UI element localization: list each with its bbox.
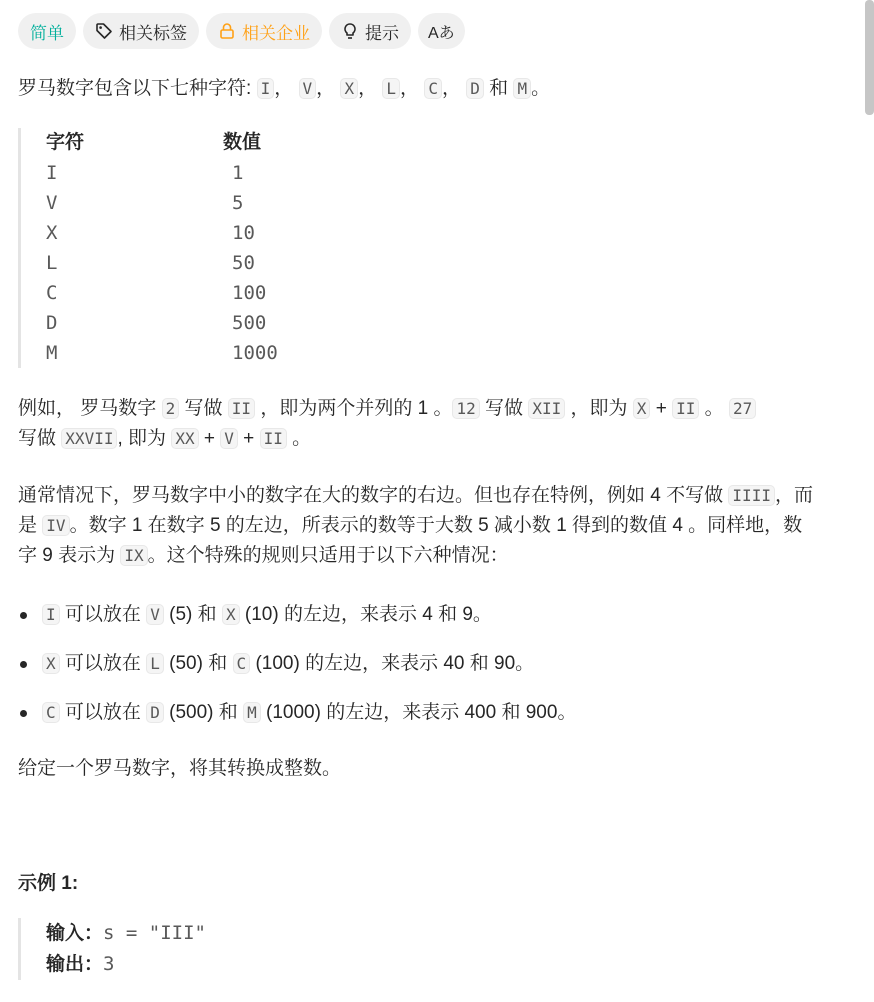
header-symbol: 字符 xyxy=(46,132,85,153)
example-block xyxy=(18,918,206,980)
hint-button[interactable] xyxy=(329,13,411,49)
list-item: I 可以放在 V (5) 和 X (10) 的左边，来表示 4 和 9。 xyxy=(18,600,492,630)
output-label: 输出： xyxy=(46,954,104,975)
code-symbol: V xyxy=(299,78,317,99)
code-symbol: X xyxy=(340,78,358,99)
table-row: L 50 xyxy=(46,252,255,274)
list-item: X 可以放在 L (50) 和 C (100) 的左边，来表示 40 和 90。 xyxy=(18,649,534,679)
table-header xyxy=(46,128,278,158)
example-title: 示例 1: xyxy=(18,873,79,894)
list-item: C 可以放在 D (500) 和 M (1000) 的左边，来表示 400 和 900。 xyxy=(18,698,576,728)
table-row: X 10 xyxy=(46,222,255,244)
code-symbol: I xyxy=(257,78,275,99)
table-row: I 1 xyxy=(46,162,244,184)
tag-bar xyxy=(18,13,465,49)
translate-icon: Aあ xyxy=(428,24,455,42)
related-companies-label: 相关企业 xyxy=(242,23,310,43)
task-statement: 给定一个罗马数字，将其转换成整数。 xyxy=(18,758,342,779)
hint-label: 提示 xyxy=(365,23,399,43)
related-tags-button[interactable] xyxy=(83,13,199,49)
translate-button[interactable] xyxy=(418,13,465,49)
code-symbol: C xyxy=(424,78,442,99)
code-symbol: L xyxy=(382,78,400,99)
scrollbar-thumb[interactable] xyxy=(865,0,874,115)
table-row: M 1000 xyxy=(46,342,278,364)
table-row: C 100 xyxy=(46,282,267,304)
intro-paragraph: 罗马数字包含以下七种字符: I ， V ， X ， L ， C ， D 和 M 。 xyxy=(18,78,551,99)
code-symbol: D xyxy=(466,78,484,99)
table-row: D 500 xyxy=(46,312,267,334)
header-value: 数值 xyxy=(223,132,262,153)
difficulty-badge[interactable] xyxy=(18,13,76,49)
special-rule-paragraph: 通常情况下，罗马数字中小的数字在大的数字的右边。但也存在特例，例如 4 不写做 IIII ，而是 IV 。数字 1 在数字 5 的左边，所表示的数等于大数 5 减小数 1 得到的数值 4 。同样地，数字 9 表示为 IX 。这个特殊的规则只适用于以下六种情况： xyxy=(18,485,813,566)
code-symbol: M xyxy=(513,78,531,99)
symbol-value-table xyxy=(18,128,278,368)
tag-icon xyxy=(95,22,113,40)
output-value: 3 xyxy=(103,953,115,975)
example-paragraph: 例如， 罗马数字 2 写做 II ，即为两个并列的 1 。 12 写做 XII ，即为 X + II 。 27 写做 XXVII , 即为 XX + V + II 。 xyxy=(18,394,840,454)
input-label: 输入： xyxy=(46,923,104,944)
lightbulb-icon xyxy=(341,22,359,40)
related-tags-label: 相关标签 xyxy=(119,23,187,43)
input-value: s = "III" xyxy=(103,922,206,944)
table-row: V 5 xyxy=(46,192,244,214)
lock-icon xyxy=(218,22,236,40)
related-companies-button[interactable] xyxy=(206,13,322,49)
difficulty-label: 简单 xyxy=(30,23,64,43)
